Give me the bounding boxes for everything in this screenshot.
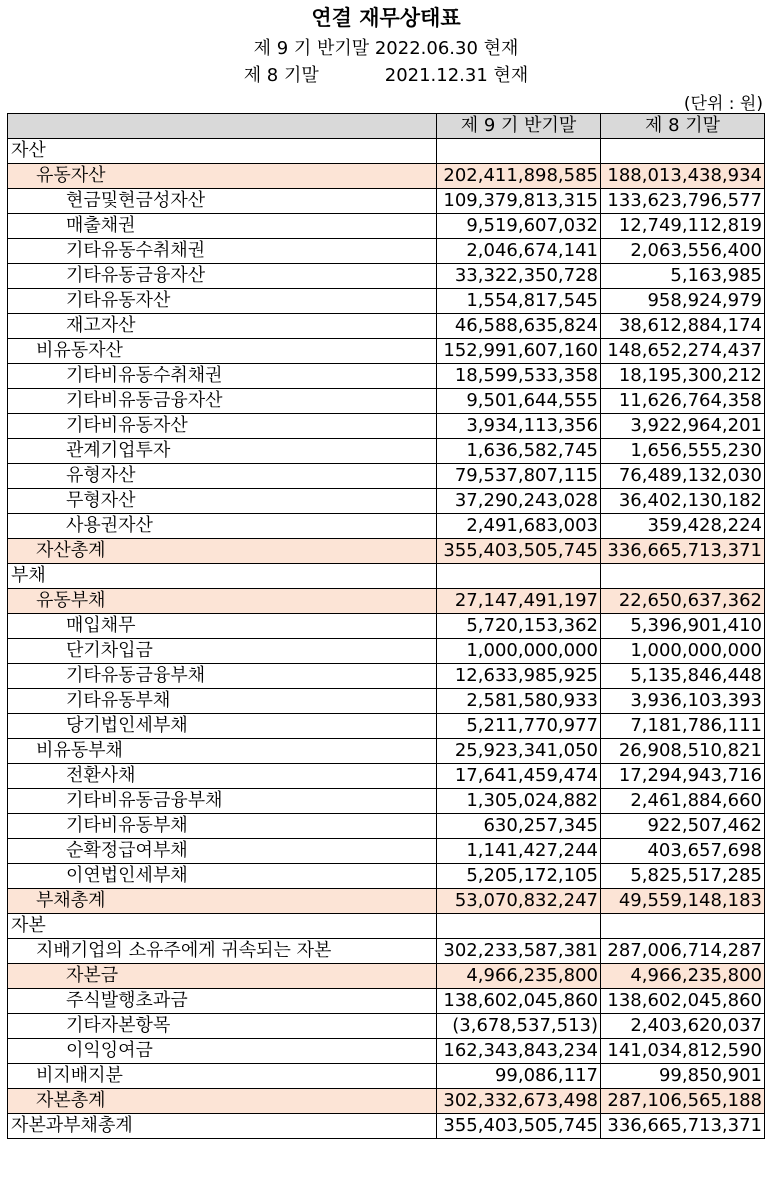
- table-row: [8, 889, 765, 914]
- current-period-value: 9,501,644,555: [437, 389, 601, 414]
- row-label: 기타비유동금융자산: [8, 389, 437, 414]
- table-row: [8, 439, 765, 464]
- current-period-value: 138,602,045,860: [437, 989, 601, 1014]
- current-period-value: 5,720,153,362: [437, 614, 601, 639]
- current-period-value: 355,403,505,745: [437, 539, 601, 564]
- current-period-value: 17,641,459,474: [437, 764, 601, 789]
- row-label: 순확정급여부채: [8, 839, 437, 864]
- current-period-value: 37,290,243,028: [437, 489, 601, 514]
- table-row: [8, 289, 765, 314]
- prior-period-value: 49,559,148,183: [601, 889, 765, 914]
- table-row: [8, 314, 765, 339]
- row-label: 자본과부채총계: [8, 1114, 437, 1139]
- current-period-value: 1,000,000,000: [437, 639, 601, 664]
- table-row: [8, 1039, 765, 1064]
- row-label: 지배기업의 소유주에게 귀속되는 자본: [8, 939, 437, 964]
- prior-period-value: 141,034,812,590: [601, 1039, 765, 1064]
- current-period-value: 9,519,607,032: [437, 214, 601, 239]
- prior-period-value: 3,936,103,393: [601, 689, 765, 714]
- current-period-value: 355,403,505,745: [437, 1114, 601, 1139]
- prior-period-value: 26,908,510,821: [601, 739, 765, 764]
- row-label: 기타비유동수취채권: [8, 364, 437, 389]
- row-label: 기타유동금융자산: [8, 264, 437, 289]
- prior-period-value: 287,106,565,188: [601, 1089, 765, 1114]
- prior-period-value: 133,623,796,577: [601, 189, 765, 214]
- row-label: 부채: [8, 564, 437, 589]
- row-label: 기타유동금융부채: [8, 664, 437, 689]
- row-label: 매입채무: [8, 614, 437, 639]
- row-label: 유동자산: [8, 164, 437, 189]
- table-row: [8, 1064, 765, 1089]
- prior-period-value: 287,006,714,287: [601, 939, 765, 964]
- row-label: 현금및현금성자산: [8, 189, 437, 214]
- current-period-value: 1,636,582,745: [437, 439, 601, 464]
- table-row: [8, 264, 765, 289]
- current-period-value: 5,211,770,977: [437, 714, 601, 739]
- table-row: [8, 539, 765, 564]
- prior-period-value: 12,749,112,819: [601, 214, 765, 239]
- row-label: 이익잉여금: [8, 1039, 437, 1064]
- table-row: [8, 764, 765, 789]
- prior-period-value: 336,665,713,371: [601, 539, 765, 564]
- prior-period-value: 138,602,045,860: [601, 989, 765, 1014]
- row-label: 자본금: [8, 964, 437, 989]
- prior-period-value: 7,181,786,111: [601, 714, 765, 739]
- prior-period-value: 76,489,132,030: [601, 464, 765, 489]
- row-label: 부채총계: [8, 889, 437, 914]
- table-row: [8, 464, 765, 489]
- table-row: [8, 414, 765, 439]
- prior-period-value: 5,825,517,285: [601, 864, 765, 889]
- table-row: [8, 989, 765, 1014]
- period-prior: [0, 61, 772, 87]
- current-period-value: [437, 139, 601, 164]
- table-row: [8, 489, 765, 514]
- prior-period-value: 5,163,985: [601, 264, 765, 289]
- row-label: 사용권자산: [8, 514, 437, 539]
- period-current: 제 9 기 반기말 2022.06.30 현재: [253, 38, 519, 59]
- current-period-value: 99,086,117: [437, 1064, 601, 1089]
- row-label: 매출채권: [8, 214, 437, 239]
- current-period-value: 1,305,024,882: [437, 789, 601, 814]
- current-period-value: 4,966,235,800: [437, 964, 601, 989]
- row-label: 비유동부채: [8, 739, 437, 764]
- current-period-value: 162,343,843,234: [437, 1039, 601, 1064]
- prior-period-value: 4,966,235,800: [601, 964, 765, 989]
- row-label: 기타자본항목: [8, 1014, 437, 1039]
- table-row: [8, 364, 765, 389]
- table-row: [8, 214, 765, 239]
- row-label: 자본: [8, 914, 437, 939]
- prior-period-value: 5,396,901,410: [601, 614, 765, 639]
- current-period-value: (3,678,537,513): [437, 1014, 601, 1039]
- table-row: [8, 789, 765, 814]
- period-prior-label: 제 8 기말: [243, 65, 319, 86]
- prior-period-value: 922,507,462: [601, 814, 765, 839]
- row-label: 기타유동자산: [8, 289, 437, 314]
- current-period-value: 1,554,817,545: [437, 289, 601, 314]
- table-row: [8, 1114, 765, 1139]
- current-period-value: 109,379,813,315: [437, 189, 601, 214]
- prior-period-value: 99,850,901: [601, 1064, 765, 1089]
- table-row: [8, 639, 765, 664]
- table-row: [8, 839, 765, 864]
- current-period-value: 79,537,807,115: [437, 464, 601, 489]
- row-label: 재고자산: [8, 314, 437, 339]
- row-label: 자본총계: [8, 1089, 437, 1114]
- prior-period-value: 2,403,620,037: [601, 1014, 765, 1039]
- table-row: [8, 714, 765, 739]
- current-period-value: 18,599,533,358: [437, 364, 601, 389]
- row-label: 유형자산: [8, 464, 437, 489]
- header-current-period: 제 9 기 반기말: [437, 114, 601, 139]
- prior-period-value: 1,656,555,230: [601, 439, 765, 464]
- prior-period-value: [601, 139, 765, 164]
- balance-sheet-table: [7, 113, 765, 1139]
- table-header-row: [8, 114, 765, 139]
- row-label: 무형자산: [8, 489, 437, 514]
- prior-period-value: 2,063,556,400: [601, 239, 765, 264]
- current-period-value: 302,332,673,498: [437, 1089, 601, 1114]
- prior-period-value: 188,013,438,934: [601, 164, 765, 189]
- current-period-value: 302,233,587,381: [437, 939, 601, 964]
- prior-period-value: 18,195,300,212: [601, 364, 765, 389]
- current-period-value: 1,141,427,244: [437, 839, 601, 864]
- prior-period-value: 3,922,964,201: [601, 414, 765, 439]
- table-row: [8, 739, 765, 764]
- row-label: 이연법인세부채: [8, 864, 437, 889]
- current-period-value: 33,322,350,728: [437, 264, 601, 289]
- prior-period-value: 359,428,224: [601, 514, 765, 539]
- row-label: 기타비유동부채: [8, 814, 437, 839]
- row-label: 관계기업투자: [8, 439, 437, 464]
- prior-period-value: 5,135,846,448: [601, 664, 765, 689]
- header-label-cell: [8, 114, 437, 139]
- row-label: 전환사채: [8, 764, 437, 789]
- prior-period-value: 958,924,979: [601, 289, 765, 314]
- row-label: 기타비유동금융부채: [8, 789, 437, 814]
- table-row: [8, 939, 765, 964]
- table-row: [8, 339, 765, 364]
- table-row: [8, 1014, 765, 1039]
- current-period-value: 53,070,832,247: [437, 889, 601, 914]
- table-row: [8, 914, 765, 939]
- prior-period-value: 11,626,764,358: [601, 389, 765, 414]
- prior-period-value: 22,650,637,362: [601, 589, 765, 614]
- prior-period-value: [601, 914, 765, 939]
- row-label: 기타비유동자산: [8, 414, 437, 439]
- row-label: 자산: [8, 139, 437, 164]
- table-row: [8, 864, 765, 889]
- table-row: [8, 139, 765, 164]
- table-row: [8, 614, 765, 639]
- prior-period-value: 38,612,884,174: [601, 314, 765, 339]
- prior-period-value: 1,000,000,000: [601, 639, 765, 664]
- table-row: [8, 239, 765, 264]
- table-row: [8, 814, 765, 839]
- current-period-value: 12,633,985,925: [437, 664, 601, 689]
- header-prior-period: 제 8 기말: [601, 114, 765, 139]
- current-period-value: 5,205,172,105: [437, 864, 601, 889]
- current-period-value: 25,923,341,050: [437, 739, 601, 764]
- prior-period-value: 148,652,274,437: [601, 339, 765, 364]
- period-prior-date: 2021.12.31 현재: [384, 65, 529, 86]
- prior-period-value: 2,461,884,660: [601, 789, 765, 814]
- row-label: 단기차입금: [8, 639, 437, 664]
- current-period-value: [437, 564, 601, 589]
- statement-title: 연결 재무상태표: [311, 6, 461, 30]
- current-period-value: 27,147,491,197: [437, 589, 601, 614]
- table-row: [8, 664, 765, 689]
- current-period-value: 2,491,683,003: [437, 514, 601, 539]
- current-period-value: 3,934,113,356: [437, 414, 601, 439]
- prior-period-value: 336,665,713,371: [601, 1114, 765, 1139]
- table-row: [8, 689, 765, 714]
- table-row: [8, 389, 765, 414]
- current-period-value: 2,046,674,141: [437, 239, 601, 264]
- row-label: 당기법인세부채: [8, 714, 437, 739]
- prior-period-value: [601, 564, 765, 589]
- row-label: 자산총계: [8, 539, 437, 564]
- row-label: 기타유동수취채권: [8, 239, 437, 264]
- table-row: [8, 1089, 765, 1114]
- row-label: 비유동자산: [8, 339, 437, 364]
- table-row: [8, 514, 765, 539]
- prior-period-value: 17,294,943,716: [601, 764, 765, 789]
- current-period-value: 630,257,345: [437, 814, 601, 839]
- current-period-value: 46,588,635,824: [437, 314, 601, 339]
- current-period-value: [437, 914, 601, 939]
- prior-period-value: 403,657,698: [601, 839, 765, 864]
- unit-label: (단위 : 원): [683, 94, 763, 114]
- table-row: [8, 589, 765, 614]
- table-row: [8, 164, 765, 189]
- table-row: [8, 189, 765, 214]
- row-label: 기타유동부채: [8, 689, 437, 714]
- current-period-value: 152,991,607,160: [437, 339, 601, 364]
- prior-period-value: 36,402,130,182: [601, 489, 765, 514]
- table-row: [8, 564, 765, 589]
- row-label: 유동부채: [8, 589, 437, 614]
- table-row: [8, 964, 765, 989]
- row-label: 주식발행초과금: [8, 989, 437, 1014]
- current-period-value: 2,581,580,933: [437, 689, 601, 714]
- row-label: 비지배지분: [8, 1064, 437, 1089]
- current-period-value: 202,411,898,585: [437, 164, 601, 189]
